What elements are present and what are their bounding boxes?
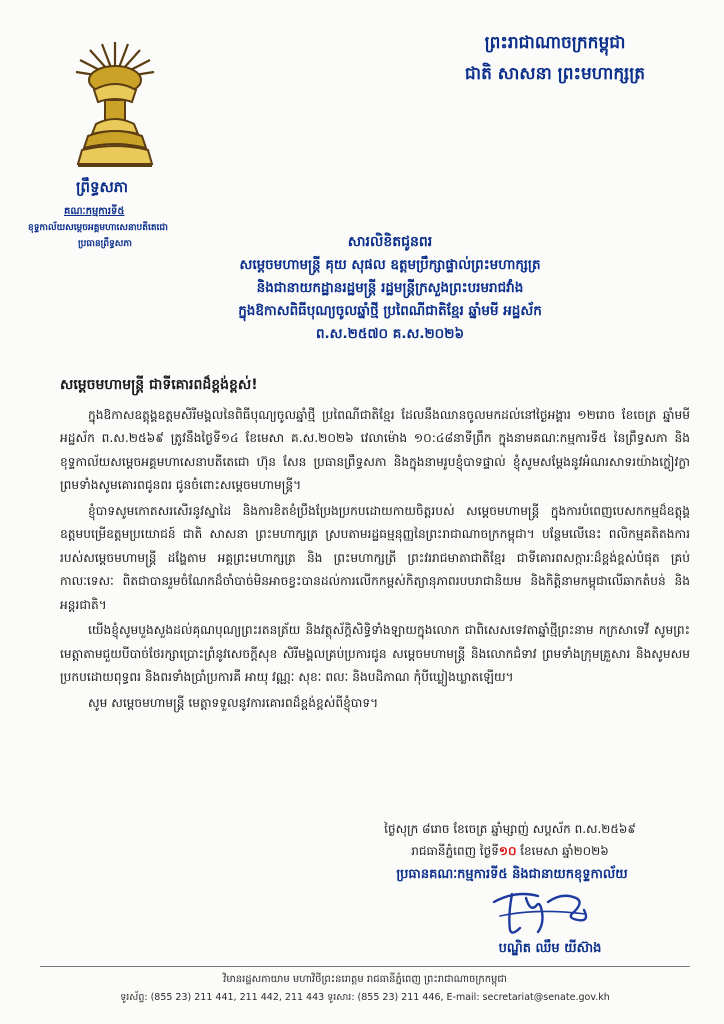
- footer-address: វិមានរដ្ឋសភាយាម មហាវិថីព្រះនរោត្តម រាជធានីភ្នំពេញ ព្រះរាជាណាចក្រកម្ពុជា: [223, 974, 507, 985]
- footer-divider: [40, 966, 690, 967]
- solar-date: [320, 840, 700, 862]
- signatory-title: ប្រធានគណៈកម្មការទី៥ និងជានាយកខុទ្ទកាល័យ: [396, 867, 628, 882]
- org-title: ព្រឹទ្ធសភា: [76, 178, 129, 196]
- senate-emblem-icon: [72, 38, 158, 170]
- heading-line-3: ក្នុងឱកាសពិធីបុណ្យចូលឆ្នាំថ្មី ប្រពៃណីជាតិខ្មែរ ឆ្នាំមមី អដ្ឋស័ក: [238, 303, 542, 319]
- lunar-date: ថ្ងៃសុក្រ ៨រោច ខែចេត្រ ឆ្នាំម្សាញ់ សប្តស័ក ព.ស.២៥៦៩: [384, 822, 636, 836]
- org-cabinet: ខុទ្ទកាល័យសម្តេចអគ្គមហាសេនាបតីតេជោ: [28, 223, 168, 233]
- heading-line-1: សម្តេចមហាមន្ត្រី គុយ សុផល ឧត្តមប្រឹក្សាផ្ទាល់ព្រះមហាក្សត្រ: [239, 257, 541, 273]
- org-commission: គណៈកម្មការទី៥: [64, 206, 125, 217]
- heading-line-4: ព.ស.២៥៧០ គ.ស.២០២៦: [315, 326, 465, 342]
- letter-body: [60, 374, 690, 715]
- kingdom-header: [410, 32, 700, 88]
- paragraph-2: ខ្ញុំបាទសូមកោតសរសើរនូវស្នាដៃ និងការខិតខំប្រឹងប្រែងប្រកបដោយកាយចិត្តរបស់ សម្តេចមហាមន្ត្រី ក្នុងការបំពេញបេសកកម្មដ៏ឧត្តុង្គឧត្តមបម្រើឧត្តមប្រយោជន៍ ជាតិ សាសនា ព្រះមហាក្សត្រ ស្របតាមរដ្ឋធម្មនុញ្ញនៃព្រះរាជាណាចក្រកម្ពុជា។ បន្ថែមលើនេះ ពលិកម្មគតិតងការរបស់សម្តេចមហាមន្ត្រី ដង្ហែតាម អគ្គព្រះមហាក្សត្រ និង ព្រះមហាក្សត្រី ព្រះវររាជមាតាជាតិខ្មែរ ជាទីគោរពសក្ការៈដ៏ខ្ពង់ខ្ពស់បំផុត គ្រប់កាលៈទេសៈ ពិតជាបានរួមចំណែកដ៏ចាំបាច់មិនអាចខ្វះបានដល់ការលើកកម្ពស់កិត្យានុភាពរបបរាជានិយម និងកិត្តិនាមកម្ពុជាលើឆាកតំបន់ និងអន្តរជាតិ។: [60, 503, 690, 612]
- signatory-name: បណ្ឌិត ឈឹម យីស៊ាង: [498, 941, 602, 956]
- letter-footer: [40, 972, 690, 1005]
- letter-heading: [90, 232, 690, 345]
- footer-contacts: ទូរស័ព្ទ: (855 23) 211 441, 211 442, 211 443 ទូរសារ: (855 23) 211 446, E-mail: secretariat@senate.gov.kh: [120, 992, 610, 1003]
- handwritten-signature: [486, 872, 596, 940]
- heading-title: សារលិខិតជូនពរ: [347, 234, 433, 250]
- heading-line-2: និងជានាយកដ្ឋានរដ្ឋមន្ត្រី រដ្ឋមន្ត្រីក្រសួងព្រះបរមរាជវាំង: [256, 280, 524, 296]
- solar-date-day: ១០: [498, 844, 517, 858]
- paragraph-1: ក្នុងឱកាសឧត្តុង្គឧត្តមសិរីមង្គលនៃពិធីបុណ្យចូលឆ្នាំថ្មី ប្រពៃណីជាតិខ្មែរ ដែលនឹងឈានចូលមកដល់នៅថ្ងៃអង្គារ ១២រោច ខែចេត្រ ឆ្នាំមមី អដ្ឋស័ក ព.ស.២៥៦៩ ត្រូវនឹងថ្ងៃទី១៤ ខែមេសា គ.ស.២០២៦ វេលាម៉ោង ១០:៤៨នាទីព្រឹក ក្នុងនាមគណៈកម្មការទី៥ នៃព្រឹទ្ធសភា និងខុទ្ទកាល័យសម្តេចអគ្គមហាសេនាបតីតេជោ ហ៊ុន សែន ប្រធានព្រឹទ្ធសភា និងក្នុងនាមរូបខ្ញុំបាទផ្ទាល់ ខ្ញុំសូមសម្តែងនូវអំណរសាទរយ៉ាងក្លៀវក្លា ព្រមទាំងសូមគោរពជូនពរ ជូនចំពោះសម្តេចមហាមន្ត្រី។: [60, 407, 690, 492]
- kingdom-motto: ជាតិ សាសនា ព្រះមហាក្សត្រ: [464, 64, 646, 84]
- closing-line: សូម សម្តេចមហាមន្ត្រី មេត្តាទទួលនូវការគោរពដ៏ខ្ពង់ខ្ពស់ពីខ្ញុំបាទ។: [88, 695, 379, 710]
- paragraph-3: យើងខ្ញុំសូមបួងសួងដល់គុណបុណ្យព្រះរតនត្រ័យ និងវត្ថុស័ក្តិសិទ្ធិទាំងឡាយក្នុងលោក ជាពិសេសទេវតាឆ្នាំថ្មីព្រះនាម កក្រសាទេវី សូមព្រះមេត្តាតាមជួយបីបាច់ថែរក្សាប្រោះព្រំនូវសេចក្តីសុខ សិរីមង្គលគ្រប់ប្រការជូន សម្តេចមហាមន្ត្រី និងលោកជំទាវ ព្រមទាំងក្រុមគ្រួសារ និងសូមសមប្រកបដោយពុទ្ធពរ និងពរទាំងប្រាំប្រការគឺ អាយុ វណ្ណៈ សុខៈ ពលៈ និងបដិភាណ កុំបីឃ្លៀងឃ្លាតឡើយ។: [60, 623, 690, 684]
- salutation: សម្តេចមហាមន្ត្រី ជាទីគោរពដ៏ខ្ពង់ខ្ពស់!: [60, 377, 258, 393]
- org-president: ប្រធានព្រឹទ្ធសភា: [78, 239, 132, 249]
- kingdom-name: ព្រះរាជាណាចក្រកម្ពុជា: [484, 33, 626, 53]
- letter-dates: [320, 818, 700, 862]
- solar-date-prefix: រាជធានីភ្នំពេញ ថ្ងៃទី: [411, 844, 499, 858]
- solar-date-suffix: ខែមេសា ឆ្នាំ២០២៦: [516, 844, 609, 858]
